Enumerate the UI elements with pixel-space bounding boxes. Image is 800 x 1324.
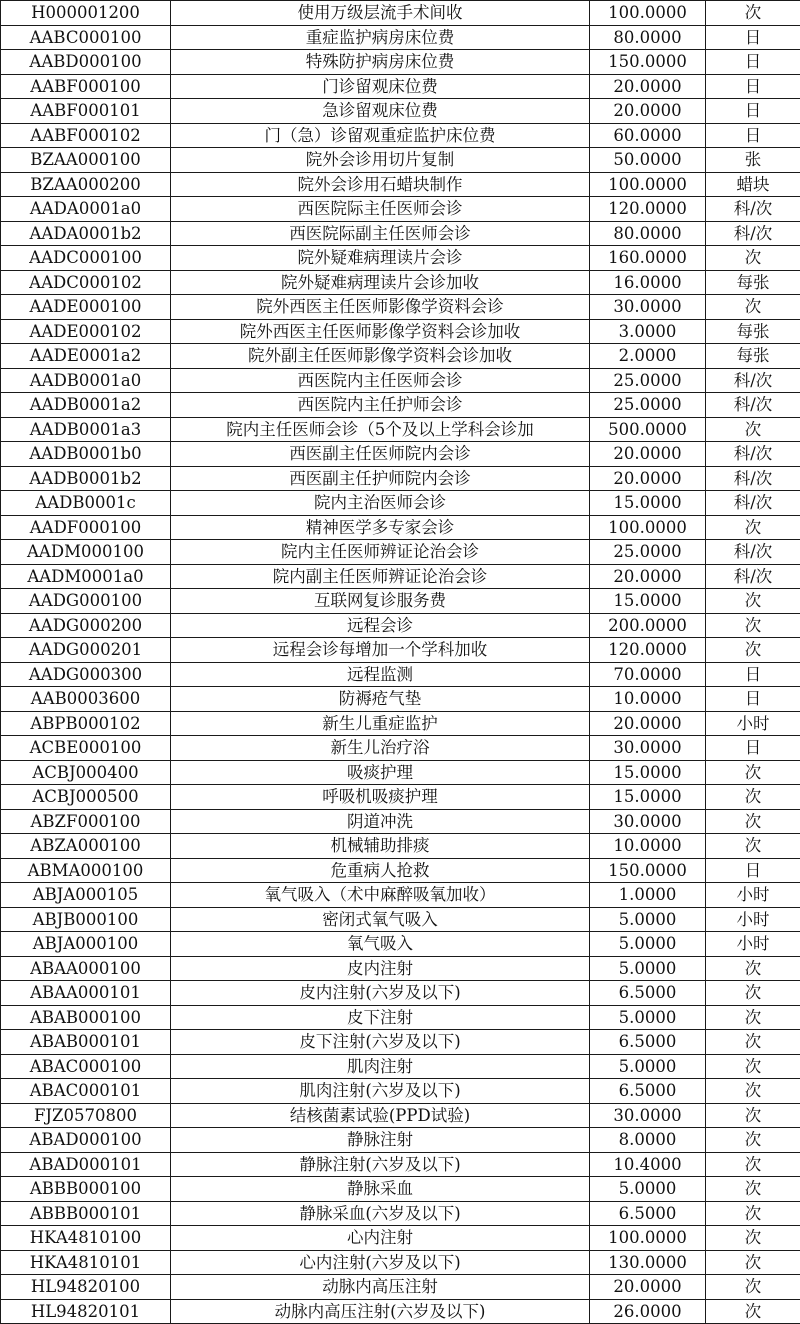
item-unit-cell: 次 [706, 809, 800, 834]
item-code-cell: ABZF000100 [1, 809, 171, 834]
item-unit-cell: 次 [706, 1152, 800, 1177]
table-row [1, 1299, 800, 1324]
item-price-cell: 20.0000 [590, 1275, 706, 1300]
item-name-cell: 西医院内主任医师会诊 [171, 368, 590, 393]
item-price-cell: 150.0000 [590, 50, 706, 75]
item-price-cell: 6.5000 [590, 981, 706, 1006]
fee-table-body [1, 1, 800, 1324]
item-unit-cell: 次 [706, 1250, 800, 1275]
item-unit-cell: 次 [706, 785, 800, 810]
item-code-cell: AADM000100 [1, 540, 171, 565]
table-row [1, 613, 800, 638]
table-row [1, 491, 800, 516]
item-price-cell: 8.0000 [590, 1128, 706, 1153]
item-unit-cell: 次 [706, 589, 800, 614]
item-code-cell: AABD000100 [1, 50, 171, 75]
item-name-cell: 机械辅助排痰 [171, 834, 590, 859]
item-price-cell: 5.0000 [590, 1005, 706, 1030]
item-price-cell: 25.0000 [590, 393, 706, 418]
item-unit-cell: 次 [706, 417, 800, 442]
table-row [1, 393, 800, 418]
item-price-cell: 120.0000 [590, 197, 706, 222]
item-price-cell: 20.0000 [590, 564, 706, 589]
item-code-cell: HL94820100 [1, 1275, 171, 1300]
item-unit-cell: 次 [706, 1226, 800, 1251]
table-row [1, 123, 800, 148]
item-code-cell: ABBB000100 [1, 1177, 171, 1202]
table-row [1, 1103, 800, 1128]
item-code-cell: AADB0001a2 [1, 393, 171, 418]
item-price-cell: 10.0000 [590, 687, 706, 712]
item-code-cell: ABAA000100 [1, 956, 171, 981]
item-price-cell: 15.0000 [590, 760, 706, 785]
item-unit-cell: 日 [706, 687, 800, 712]
item-code-cell: AADG000201 [1, 638, 171, 663]
item-name-cell: 密闭式氧气吸入 [171, 907, 590, 932]
item-unit-cell: 科/次 [706, 393, 800, 418]
item-code-cell: AADB0001a0 [1, 368, 171, 393]
item-price-cell: 5.0000 [590, 907, 706, 932]
table-row [1, 638, 800, 663]
item-name-cell: 肌肉注射 [171, 1054, 590, 1079]
table-row [1, 711, 800, 736]
item-name-cell: 肌肉注射(六岁及以下) [171, 1079, 590, 1104]
item-unit-cell: 日 [706, 50, 800, 75]
table-row [1, 1250, 800, 1275]
item-unit-cell: 科/次 [706, 221, 800, 246]
item-name-cell: 院内主任医师会诊（5个及以上学科会诊加 [171, 417, 590, 442]
item-unit-cell: 次 [706, 613, 800, 638]
table-row [1, 687, 800, 712]
item-code-cell: AADC000100 [1, 246, 171, 271]
item-name-cell: 远程会诊每增加一个学科加收 [171, 638, 590, 663]
table-row [1, 540, 800, 565]
item-code-cell: ACBJ000400 [1, 760, 171, 785]
item-price-cell: 500.0000 [590, 417, 706, 442]
item-code-cell: ABAC000101 [1, 1079, 171, 1104]
item-price-cell: 30.0000 [590, 295, 706, 320]
item-unit-cell: 次 [706, 1177, 800, 1202]
item-name-cell: 特殊防护病房床位费 [171, 50, 590, 75]
item-name-cell: 静脉注射 [171, 1128, 590, 1153]
table-row [1, 344, 800, 369]
table-row [1, 809, 800, 834]
table-row [1, 1030, 800, 1055]
table-row [1, 295, 800, 320]
item-name-cell: 院内主治医师会诊 [171, 491, 590, 516]
item-name-cell: 氧气吸入（术中麻醉吸氧加收） [171, 883, 590, 908]
item-code-cell: AADE000102 [1, 319, 171, 344]
item-code-cell: HL94820101 [1, 1299, 171, 1324]
item-code-cell: ABZA000100 [1, 834, 171, 859]
table-row [1, 589, 800, 614]
item-price-cell: 15.0000 [590, 589, 706, 614]
item-price-cell: 15.0000 [590, 785, 706, 810]
item-price-cell: 100.0000 [590, 172, 706, 197]
item-price-cell: 200.0000 [590, 613, 706, 638]
item-name-cell: 院外会诊用石蜡块制作 [171, 172, 590, 197]
item-unit-cell: 张 [706, 148, 800, 173]
table-row [1, 442, 800, 467]
table-row [1, 319, 800, 344]
table-row [1, 1079, 800, 1104]
item-unit-cell: 次 [706, 1103, 800, 1128]
item-unit-cell: 日 [706, 858, 800, 883]
item-price-cell: 5.0000 [590, 932, 706, 957]
item-price-cell: 20.0000 [590, 711, 706, 736]
item-price-cell: 100.0000 [590, 1, 706, 26]
table-row [1, 956, 800, 981]
item-unit-cell: 小时 [706, 711, 800, 736]
item-unit-cell: 科/次 [706, 491, 800, 516]
item-name-cell: 西医院际主任医师会诊 [171, 197, 590, 222]
item-price-cell: 30.0000 [590, 1103, 706, 1128]
item-code-cell: AADG000300 [1, 662, 171, 687]
item-code-cell: ABJA000100 [1, 932, 171, 957]
item-unit-cell: 次 [706, 956, 800, 981]
table-row [1, 515, 800, 540]
item-name-cell: 皮内注射 [171, 956, 590, 981]
item-name-cell: 新生儿重症监护 [171, 711, 590, 736]
table-row [1, 981, 800, 1006]
item-unit-cell: 次 [706, 295, 800, 320]
item-name-cell: 皮内注射(六岁及以下) [171, 981, 590, 1006]
item-code-cell: BZAA000200 [1, 172, 171, 197]
item-unit-cell: 日 [706, 123, 800, 148]
item-price-cell: 130.0000 [590, 1250, 706, 1275]
item-unit-cell: 次 [706, 1005, 800, 1030]
item-unit-cell: 科/次 [706, 466, 800, 491]
item-code-cell: AADG000200 [1, 613, 171, 638]
item-code-cell: ABAB000101 [1, 1030, 171, 1055]
item-price-cell: 80.0000 [590, 221, 706, 246]
item-unit-cell: 日 [706, 662, 800, 687]
item-price-cell: 60.0000 [590, 123, 706, 148]
table-row [1, 760, 800, 785]
item-name-cell: 门诊留观床位费 [171, 74, 590, 99]
item-price-cell: 120.0000 [590, 638, 706, 663]
item-unit-cell: 日 [706, 74, 800, 99]
table-row [1, 1177, 800, 1202]
table-row [1, 172, 800, 197]
table-row [1, 785, 800, 810]
item-code-cell: AADG000100 [1, 589, 171, 614]
item-name-cell: 西医院际副主任医师会诊 [171, 221, 590, 246]
item-name-cell: 呼吸机吸痰护理 [171, 785, 590, 810]
item-unit-cell: 蜡块 [706, 172, 800, 197]
item-name-cell: 新生儿治疗浴 [171, 736, 590, 761]
item-code-cell: AADF000100 [1, 515, 171, 540]
item-code-cell: HKA4810101 [1, 1250, 171, 1275]
item-name-cell: 心内注射 [171, 1226, 590, 1251]
item-unit-cell: 次 [706, 246, 800, 271]
item-code-cell: ABJB000100 [1, 907, 171, 932]
item-price-cell: 5.0000 [590, 1054, 706, 1079]
item-price-cell: 16.0000 [590, 270, 706, 295]
table-row [1, 466, 800, 491]
item-unit-cell: 小时 [706, 883, 800, 908]
table-row [1, 1152, 800, 1177]
item-price-cell: 10.0000 [590, 834, 706, 859]
table-row [1, 50, 800, 75]
item-unit-cell: 次 [706, 1054, 800, 1079]
item-code-cell: AADA0001a0 [1, 197, 171, 222]
item-price-cell: 5.0000 [590, 956, 706, 981]
item-code-cell: AADA0001b2 [1, 221, 171, 246]
table-row [1, 1201, 800, 1226]
table-row [1, 270, 800, 295]
item-price-cell: 26.0000 [590, 1299, 706, 1324]
item-price-cell: 20.0000 [590, 99, 706, 124]
table-row [1, 834, 800, 859]
item-code-cell: AADB0001b2 [1, 466, 171, 491]
item-unit-cell: 次 [706, 638, 800, 663]
item-code-cell: AADE0001a2 [1, 344, 171, 369]
item-price-cell: 10.4000 [590, 1152, 706, 1177]
item-name-cell: 远程会诊 [171, 613, 590, 638]
item-unit-cell: 每张 [706, 344, 800, 369]
item-unit-cell: 日 [706, 736, 800, 761]
item-code-cell: AAB0003600 [1, 687, 171, 712]
item-price-cell: 2.0000 [590, 344, 706, 369]
item-name-cell: 静脉采血(六岁及以下) [171, 1201, 590, 1226]
item-price-cell: 50.0000 [590, 148, 706, 173]
item-name-cell: 使用万级层流手术间收 [171, 1, 590, 26]
item-code-cell: AABF000100 [1, 74, 171, 99]
item-name-cell: 急诊留观床位费 [171, 99, 590, 124]
item-code-cell: AADE000100 [1, 295, 171, 320]
table-row [1, 1054, 800, 1079]
item-name-cell: 院外副主任医师影像学资料会诊加收 [171, 344, 590, 369]
item-price-cell: 30.0000 [590, 809, 706, 834]
table-row [1, 858, 800, 883]
item-name-cell: 氧气吸入 [171, 932, 590, 957]
item-code-cell: BZAA000100 [1, 148, 171, 173]
item-name-cell: 西医副主任医师院内会诊 [171, 442, 590, 467]
item-unit-cell: 科/次 [706, 368, 800, 393]
item-unit-cell: 日 [706, 25, 800, 50]
item-name-cell: 院内主任医师辨证论治会诊 [171, 540, 590, 565]
item-price-cell: 20.0000 [590, 466, 706, 491]
item-name-cell: 院外疑难病理读片会诊加收 [171, 270, 590, 295]
item-name-cell: 门（急）诊留观重症监护床位费 [171, 123, 590, 148]
item-code-cell: AABC000100 [1, 25, 171, 50]
item-name-cell: 互联网复诊服务费 [171, 589, 590, 614]
table-row [1, 1275, 800, 1300]
table-row [1, 736, 800, 761]
item-price-cell: 100.0000 [590, 515, 706, 540]
item-price-cell: 70.0000 [590, 662, 706, 687]
item-name-cell: 静脉采血 [171, 1177, 590, 1202]
item-price-cell: 160.0000 [590, 246, 706, 271]
item-price-cell: 6.5000 [590, 1030, 706, 1055]
item-name-cell: 动脉内高压注射 [171, 1275, 590, 1300]
item-code-cell: HKA4810100 [1, 1226, 171, 1251]
item-name-cell: 西医副主任护师院内会诊 [171, 466, 590, 491]
item-name-cell: 西医院内主任护师会诊 [171, 393, 590, 418]
item-code-cell: ABAB000100 [1, 1005, 171, 1030]
item-name-cell: 动脉内高压注射(六岁及以下) [171, 1299, 590, 1324]
table-row [1, 662, 800, 687]
item-price-cell: 6.5000 [590, 1201, 706, 1226]
item-price-cell: 6.5000 [590, 1079, 706, 1104]
item-name-cell: 心内注射(六岁及以下) [171, 1250, 590, 1275]
table-row [1, 1128, 800, 1153]
item-unit-cell: 次 [706, 1, 800, 26]
item-price-cell: 20.0000 [590, 74, 706, 99]
table-row [1, 148, 800, 173]
item-unit-cell: 科/次 [706, 442, 800, 467]
item-name-cell: 危重病人抢救 [171, 858, 590, 883]
item-code-cell: ABAD000101 [1, 1152, 171, 1177]
item-unit-cell: 次 [706, 1275, 800, 1300]
table-row [1, 417, 800, 442]
item-price-cell: 150.0000 [590, 858, 706, 883]
item-price-cell: 5.0000 [590, 1177, 706, 1202]
item-name-cell: 皮下注射 [171, 1005, 590, 1030]
item-price-cell: 20.0000 [590, 442, 706, 467]
item-unit-cell: 每张 [706, 319, 800, 344]
table-row [1, 907, 800, 932]
item-unit-cell: 科/次 [706, 564, 800, 589]
table-row [1, 221, 800, 246]
item-code-cell: ABJA000105 [1, 883, 171, 908]
item-unit-cell: 次 [706, 1128, 800, 1153]
item-code-cell: ACBE000100 [1, 736, 171, 761]
item-unit-cell: 小时 [706, 932, 800, 957]
table-row [1, 883, 800, 908]
item-code-cell: AABF000101 [1, 99, 171, 124]
table-row [1, 1226, 800, 1251]
item-price-cell: 3.0000 [590, 319, 706, 344]
item-code-cell: ABAA000101 [1, 981, 171, 1006]
item-unit-cell: 次 [706, 1079, 800, 1104]
item-price-cell: 25.0000 [590, 368, 706, 393]
item-name-cell: 吸痰护理 [171, 760, 590, 785]
item-unit-cell: 次 [706, 760, 800, 785]
item-code-cell: AADB0001c [1, 491, 171, 516]
item-price-cell: 30.0000 [590, 736, 706, 761]
item-name-cell: 院外疑难病理读片会诊 [171, 246, 590, 271]
item-price-cell: 25.0000 [590, 540, 706, 565]
item-price-cell: 100.0000 [590, 1226, 706, 1251]
table-row [1, 99, 800, 124]
item-code-cell: ACBJ000500 [1, 785, 171, 810]
item-name-cell: 阴道冲洗 [171, 809, 590, 834]
item-name-cell: 静脉注射(六岁及以下) [171, 1152, 590, 1177]
table-row [1, 1005, 800, 1030]
item-price-cell: 15.0000 [590, 491, 706, 516]
item-code-cell: ABAD000100 [1, 1128, 171, 1153]
item-name-cell: 重症监护病房床位费 [171, 25, 590, 50]
table-row [1, 197, 800, 222]
table-row [1, 932, 800, 957]
table-row [1, 564, 800, 589]
item-code-cell: AADC000102 [1, 270, 171, 295]
item-code-cell: ABMA000100 [1, 858, 171, 883]
item-name-cell: 结核菌素试验(PPD试验) [171, 1103, 590, 1128]
item-price-cell: 1.0000 [590, 883, 706, 908]
item-unit-cell: 次 [706, 981, 800, 1006]
item-unit-cell: 次 [706, 1201, 800, 1226]
item-unit-cell: 小时 [706, 907, 800, 932]
item-unit-cell: 科/次 [706, 197, 800, 222]
item-name-cell: 防褥疮气垫 [171, 687, 590, 712]
table-row [1, 74, 800, 99]
item-code-cell: ABPB000102 [1, 711, 171, 736]
item-name-cell: 院内副主任医师辨证论治会诊 [171, 564, 590, 589]
item-unit-cell: 每张 [706, 270, 800, 295]
item-name-cell: 院外会诊用切片复制 [171, 148, 590, 173]
item-code-cell: AABF000102 [1, 123, 171, 148]
item-name-cell: 精神医学多专家会诊 [171, 515, 590, 540]
item-unit-cell: 次 [706, 515, 800, 540]
item-name-cell: 院外西医主任医师影像学资料会诊加收 [171, 319, 590, 344]
item-name-cell: 院外西医主任医师影像学资料会诊 [171, 295, 590, 320]
item-code-cell: FJZ0570800 [1, 1103, 171, 1128]
item-unit-cell: 科/次 [706, 540, 800, 565]
item-code-cell: AADB0001b0 [1, 442, 171, 467]
table-row [1, 368, 800, 393]
table-row [1, 1, 800, 26]
item-unit-cell: 次 [706, 1030, 800, 1055]
item-price-cell: 80.0000 [590, 25, 706, 50]
item-code-cell: ABAC000100 [1, 1054, 171, 1079]
item-code-cell: AADB0001a3 [1, 417, 171, 442]
item-unit-cell: 次 [706, 1299, 800, 1324]
item-unit-cell: 日 [706, 99, 800, 124]
item-name-cell: 远程监测 [171, 662, 590, 687]
item-name-cell: 皮下注射(六岁及以下) [171, 1030, 590, 1055]
item-unit-cell: 次 [706, 834, 800, 859]
item-code-cell: AADM0001a0 [1, 564, 171, 589]
table-row [1, 25, 800, 50]
item-code-cell: ABBB000101 [1, 1201, 171, 1226]
table-row [1, 246, 800, 271]
item-code-cell: H000001200 [1, 1, 171, 26]
